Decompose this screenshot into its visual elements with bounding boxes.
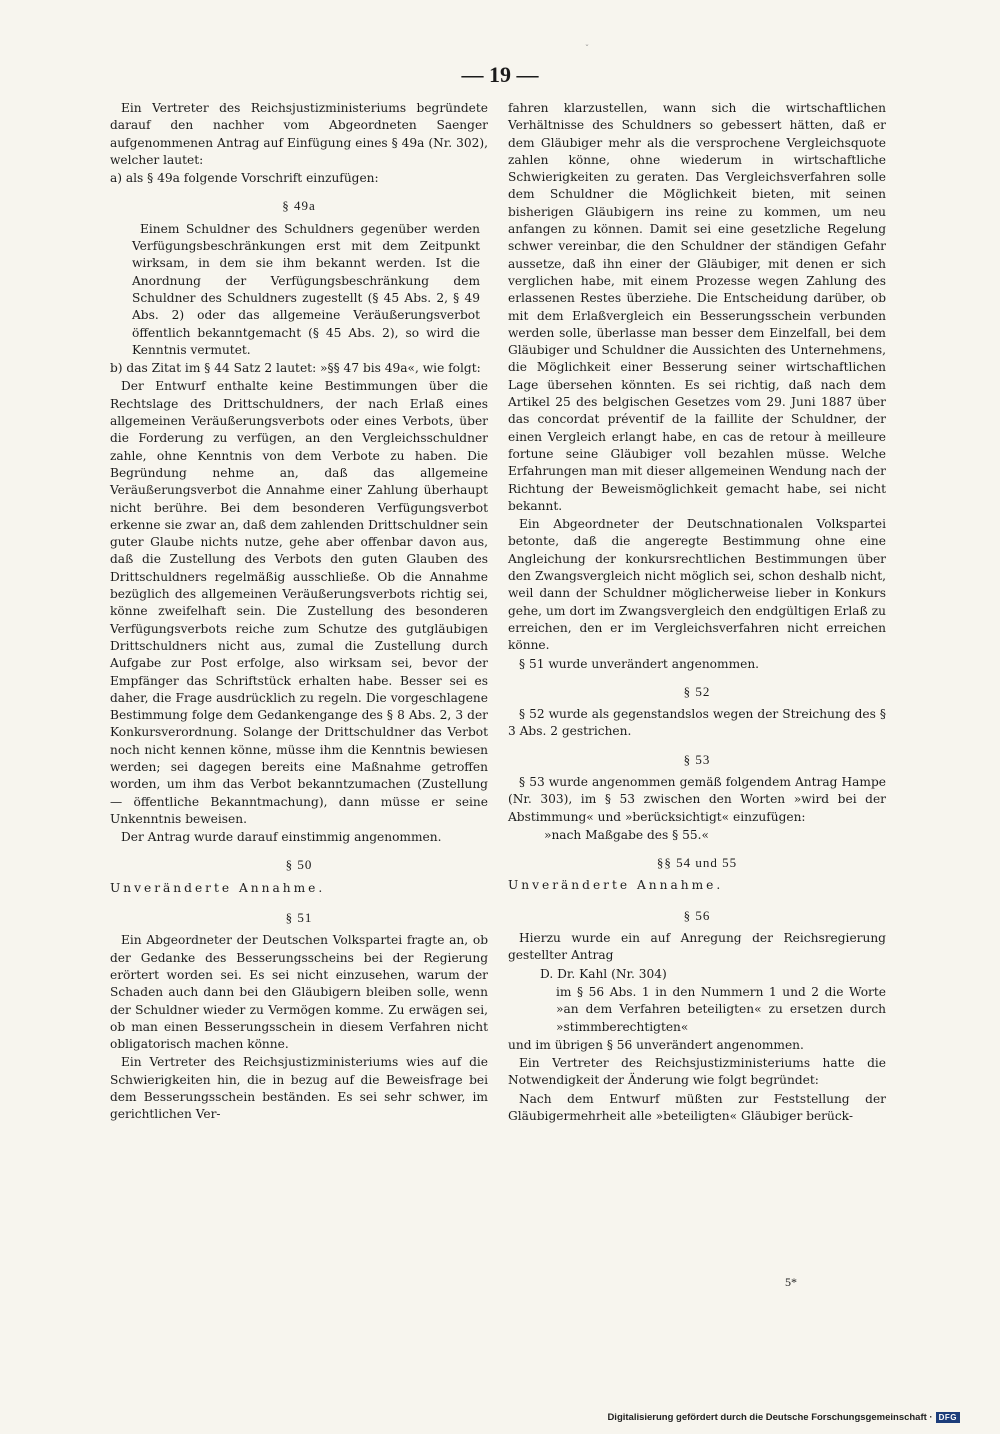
right-column <box>508 100 886 1126</box>
paragraph: »nach Maßgabe des § 55.« <box>544 827 709 842</box>
section-heading: § 53 <box>683 751 711 767</box>
left-column <box>110 100 488 1125</box>
paragraph: Nach dem Entwurf müßten zur Feststellung der Gläubigermehrheit alle »beteiligten« Gläubiger berück- <box>508 1091 886 1124</box>
print-mark: ˘ <box>585 44 589 53</box>
paragraph: Ein Vertreter des Reichsjustizministeriums wies auf die Schwierigkeiten hin, die in bezug auf die Beweisfrage bei dem Besserungsschein beständen. Es sei sehr schwer, im gerichtlichen Ver- <box>110 1055 488 1122</box>
footer-credit <box>607 1412 960 1423</box>
signature-mark: 5* <box>785 1275 797 1289</box>
footer-credit-text: Digitalisierung gefördert durch die Deutsche Forschungsgemeinschaft · <box>607 1412 933 1423</box>
paragraph: § 53 wurde angenommen gemäß folgendem Antrag Hampe (Nr. 303), im § 53 zwischen den Worten »wird bei der Abstimmung« und »berücksichtigt« einzufügen: <box>508 774 886 824</box>
paragraph: Hierzu wurde ein auf Anregung der Reichsregierung gestellter Antrag <box>508 931 886 963</box>
paragraph: a) als § 49a folgende Vorschrift einzufügen: <box>110 171 379 186</box>
section-heading: § 51 <box>285 910 313 926</box>
paragraph: im § 56 Abs. 1 in den Nummern 1 und 2 die Worte »an dem Verfahren beteiligten« zu ersetzen durch »stimmberechtigten« <box>556 984 886 1034</box>
section-heading: §§ 54 und 55 <box>656 855 738 871</box>
paragraph: Ein Vertreter des Reichsjustizministeriums begründete darauf den nachher vom Abgeordneten Saenger aufgenommenen Antrag auf Einfügung eines § 49a (Nr. 302), welcher lautet: <box>110 101 488 167</box>
paragraph: § 52 wurde als gegenstandslos wegen der Streichung des § 3 Abs. 2 gestrichen. <box>508 707 886 739</box>
paragraph: Ein Abgeordneter der Deutschnationalen Volkspartei betonte, daß die angeregte Bestimmung ohne eine Angleichung der konkursrechtlichen Bestimmungen über den Zwangsvergleich nicht möglich sei, schon deshalb nicht, weil dann der Schuldner möglicherweise lieber in Konkurs gehe, um dort im Zwangsvergleich den endgültigen Erlaß zu erreichen, den er im Vergleichsverfahren nicht erreichen könne. <box>508 517 886 653</box>
paragraph: und im übrigen § 56 unverändert angenommen. <box>508 1037 804 1052</box>
section-heading: § 52 <box>683 683 711 699</box>
verdict-line: Unveränderte Annahme. <box>508 878 724 893</box>
section-heading: § 49a <box>282 198 316 214</box>
dfg-logo: DFG <box>936 1412 960 1423</box>
page-number: — 19 — <box>461 62 539 87</box>
paragraph: D. Dr. Kahl (Nr. 304) <box>540 966 667 981</box>
paragraph: fahren klarzustellen, wann sich die wirtschaftlichen Verhältnisse des Schuldners so gebessert hätten, daß er dem Gläubiger mehr als die versprochene Vergleichsquote zahlen könne, ohne wiederum in wirtschaftliche Schwierigkeiten zu geraten. Das Vergleichsverfahren solle dem Schuldner die Möglichkeit bieten, mit seinen bisherigen Gläubigern ins reine zu kommen, um neu anfangen zu können. Damit sei eine gesetzliche Regelung schwer vereinbar, die den Schuldner der ständigen Gefahr aussetze, daß ihn einer der Gläubiger, mit denen er sich verglichen habe, mit einem Prozesse wegen Zahlung des erlassenen Restes überziehe. Die Entscheidung darüber, ob mit dem Erlaßvergleich ein Besserungsschein verbunden werden solle, überlasse man besser dem Einzelfall, bei dem Gläubiger und Schuldner die Aussichten des Unternehmens, die Möglichkeit einer Besserung seiner wirtschaftlichen Lage übersehen könnten. Es sei richtig, daß nach dem Artikel 25 des belgischen Gesetzes vom 29. Juni 1887 über das concordat préventif de la faillite der Schuldner, der einen Vergleich erlangt habe, en cas de retour à meilleure fortune seine Gläubiger voll bezahlen müsse. Welche Erfahrungen man mit dieser allgemeinen Wendung nach der Richtung der Beweismöglichkeit gemacht habe, sei nicht bekannt. <box>508 101 886 513</box>
section-heading: § 56 <box>683 907 711 923</box>
section-heading: § 50 <box>285 857 313 873</box>
paragraph: b) das Zitat im § 44 Satz 2 lautet: »§§ 47 bis 49a«, wie folgt: <box>110 361 481 376</box>
paragraph: § 51 wurde unverändert angenommen. <box>519 656 760 671</box>
verdict-line: Unveränderte Annahme. <box>110 880 326 895</box>
paragraph: Ein Vertreter des Reichsjustizministeriums hatte die Notwendigkeit der Änderung wie folgt begründet: <box>508 1056 886 1088</box>
paragraph: Ein Abgeordneter der Deutschen Volkspartei fragte an, ob der Gedanke des Besserungsscheins bei der Regierung erörtert worden sei. Es sei nicht einzusehen, warum der Schaden auch dann bei den Gläubigern bleiben solle, wenn der Schuldner wieder zu Vermögen komme. Zu erwägen sei, ob man einen Besserungsschein in diesem Verfahren nicht obligatorisch machen könne. <box>110 933 488 1052</box>
paragraph: Der Entwurf enthalte keine Bestimmungen über die Rechtslage des Drittschuldners, der nach Erlaß eines allgemeinen Veräußerungsverbots oder eines Verbots, über die Forderung zu verfügen, an den Vergleichsschuldner zahle, ohne Kenntnis von dem Verbote zu haben. Die Begründung nehme an, daß das allgemeine Veräußerungsverbot die Annahme einer Zahlung überhaupt nicht berühre. Bei dem besonderen Verfügungsverbot erkenne sie zwar an, daß dem zahlenden Drittschuldner sein guter Glaube nichts nutze, gehe aber offenbar davon aus, daß die Zustellung des Verbots den guten Glauben des Drittschuldners regelmäßig ausschließe. Ob die Annahme bezüglich des allgemeinen Veräußerungsverbots richtig sei, könne zweifelhaft sein. Die Zustellung des besonderen Verfügungsverbots reiche zum Schutze des gutgläubigen Drittschuldners nicht aus, zumal die Zustellung durch Aufgabe zur Post erfolge, also wirksam sei, bevor der Empfänger das Schriftstück erhalten habe. Besser sei es daher, die Frage ausdrücklich zu regeln. Die vorgeschlagene Bestimmung folge dem Gedankengange des § 8 Abs. 2, 3 der Konkursverordnung. Solange der Drittschuldner das Verbot noch nicht kennen könne, müsse ihm die Kenntnis bewiesen werden; sei dagegen bereits eine Maßnahme getroffen worden, um ihm das Verbot bekanntzumachen (Zustellung — öffentliche Bekanntmachung), dann müsse er seine Unkenntnis beweisen. <box>110 379 488 826</box>
paragraph: Einem Schuldner des Schuldners gegenüber werden Verfügungsbeschränkungen erst mit dem Zeitpunkt wirksam, in dem sie ihm bekannt werden. Ist die Anordnung der Verfügungsbeschränkung dem Schuldner des Schuldners zugestellt (§ 45 Abs. 2, § 49 Abs. 2) oder das allgemeine Veräußerungsverbot öffentlich bekanntgemacht (§ 45 Abs. 2), so wird die Kenntnis vermutet. <box>132 221 480 357</box>
paragraph: Der Antrag wurde darauf einstimmig angenommen. <box>121 830 442 845</box>
